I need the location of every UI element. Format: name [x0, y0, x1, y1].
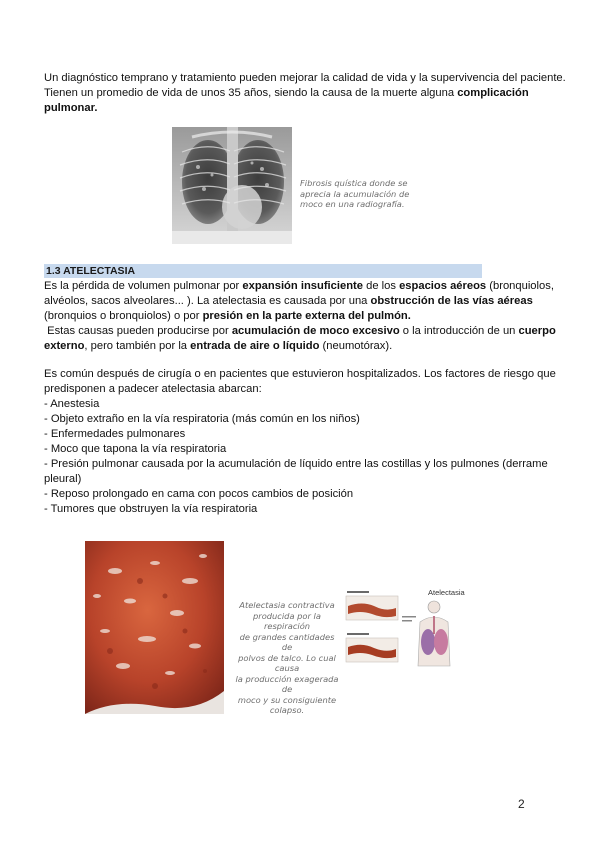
intro-line-1: Un diagnóstico temprano y tratamiento pueden mejorar la calidad de vida y la supervivencia del paciente. [44, 72, 566, 84]
list-item: pleural) [44, 473, 82, 485]
xray-caption: Fibrosis quística donde se aprecia la acumulación de moco en una radiografía. [300, 178, 410, 209]
p2-line-1: Es común después de cirugía o en pacientes que estuvieron hospitalizados. Los factores de riesgo que [44, 368, 556, 380]
p1-line-2: alvéolos, sacos alveolares... ). La atelectasia es causada por una obstrucción de las vías aéreas [44, 295, 533, 307]
lung-tissue-image [85, 541, 224, 714]
chest-xray-image [172, 127, 292, 244]
list-item: - Reposo prolongado en cama con pocos cambios de posición [44, 488, 354, 500]
list-item: - Enfermedades pulmonares [44, 428, 186, 440]
p1-line-1: Es la pérdida de volumen pulmonar por expansión insuficiente de los espacios aéreos (bronquiolos, [44, 280, 554, 292]
p1-line-3: (bronquios o bronquiolos) o por presión en la parte externa del pulmón. [44, 310, 411, 322]
list-item: - Moco que tapona la vía respiratoria [44, 443, 227, 455]
list-item: - Presión pulmonar causada por la acumulación de líquido entre las costillas y los pulmones (derrame [44, 458, 548, 470]
list-item: - Anestesia [44, 398, 100, 410]
atelectasis-diagram [342, 586, 458, 670]
page-number: 2 [518, 797, 525, 811]
list-item: - Tumores que obstruyen la vía respiratoria [44, 503, 258, 515]
p1-line-5: externo, pero también por la entrada de aire o líquido (neumotórax). [44, 340, 393, 352]
p1-line-4: Estas causas pueden producirse por acumulación de moco excesivo o la introducción de un cuerpo [44, 325, 556, 337]
lung-caption: Atelectasia contractiva producida por la respiración de grandes cantidades de polvos de talco. Lo cual causa la producción exagerada de moco y su consiguiente colapso. [235, 600, 339, 715]
diagram-title: Atelectasia [428, 588, 465, 597]
list-item: - Objeto extraño en la vía respiratoria (más común en los niños) [44, 413, 360, 425]
section-heading: 1.3 ATELECTASIA [46, 265, 136, 277]
risk-factor-list [44, 397, 548, 517]
intro-line-3: pulmonar. [44, 102, 98, 114]
intro-line-2: Tienen un promedio de vida de unos 35 años, siendo la causa de la muerte alguna complicación [44, 87, 529, 99]
p2-line-2: predisponen a padecer atelectasia abarcan: [44, 383, 262, 395]
